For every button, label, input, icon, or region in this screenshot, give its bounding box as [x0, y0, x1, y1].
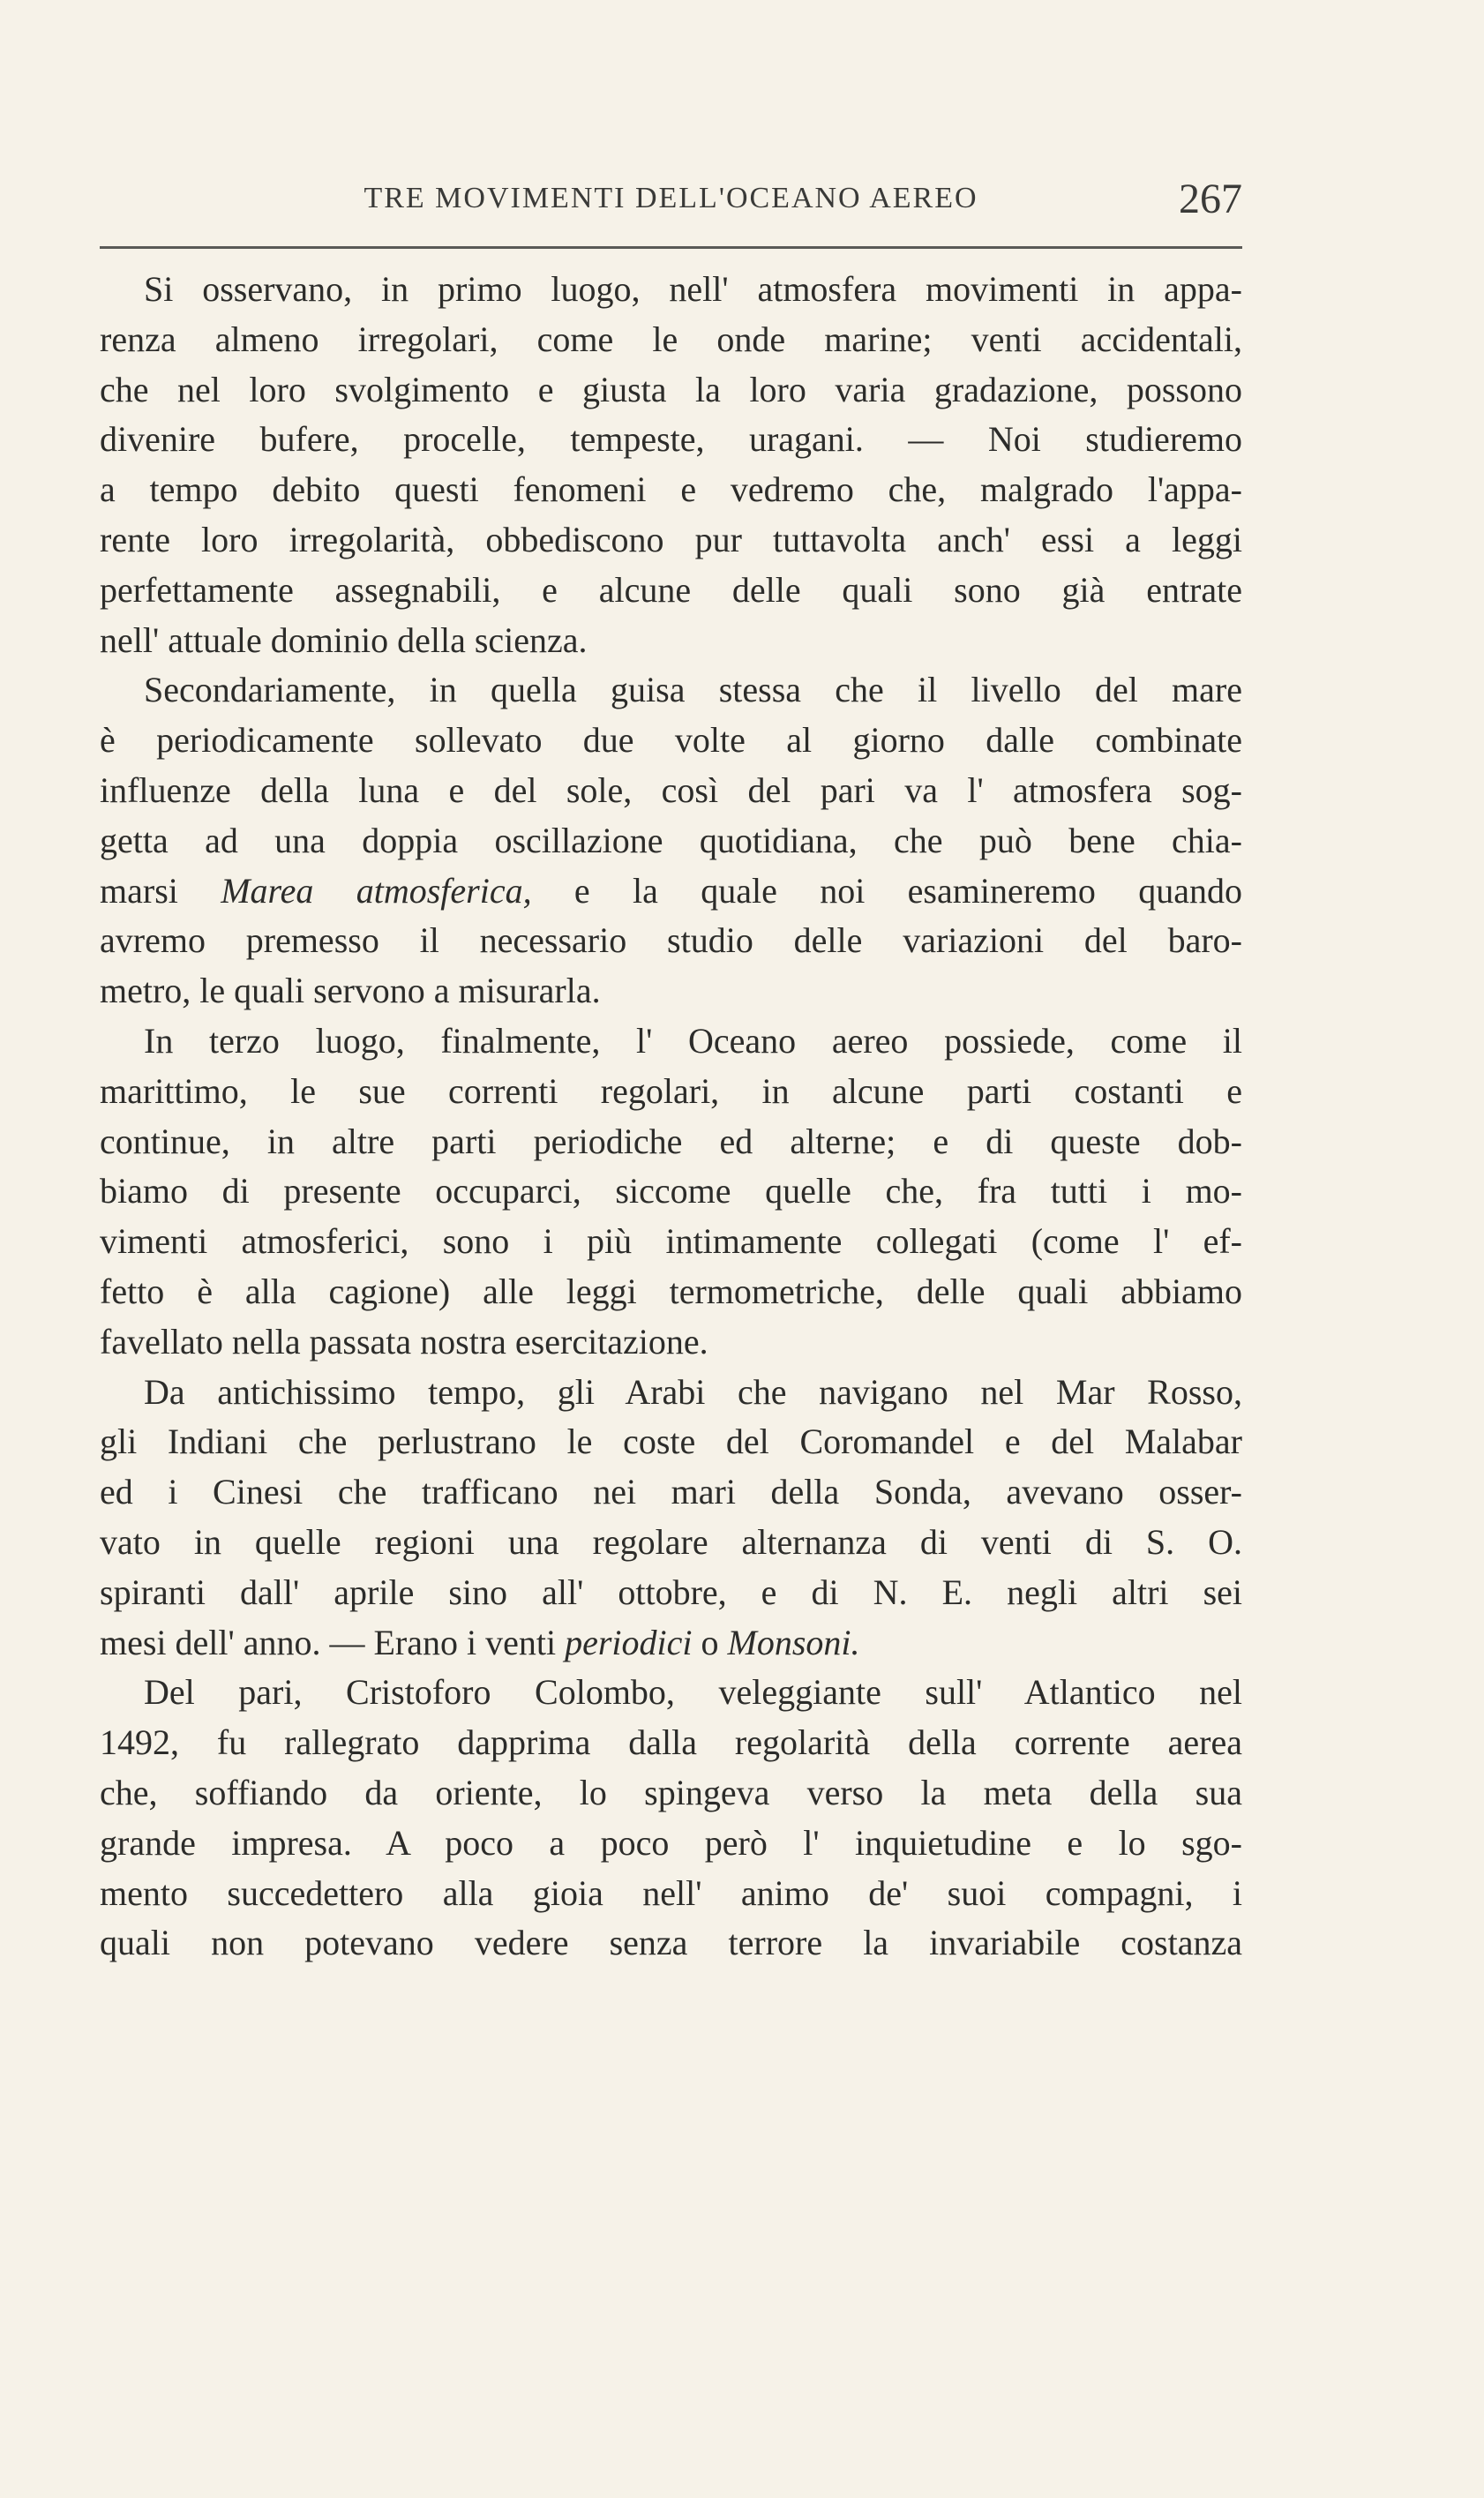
text-line: grande impresa. A poco a poco però l' inquietudine e lo sgo-: [100, 1822, 1242, 1863]
text-line: quali non potevano vedere senza terrore la invariabile costanza: [100, 1923, 1242, 1963]
italic-text: Marea atmosferica,: [221, 870, 532, 911]
text-line: rente loro irregolarità, obbediscono pur tuttavolta anch' essi a leggi: [100, 519, 1242, 559]
text-line: Da antichissimo tempo, gli Arabi che navigano nel Mar Rosso,: [144, 1371, 1242, 1412]
text-line: marittimo, le sue correnti regolari, in alcune parti costanti e: [100, 1070, 1242, 1111]
text-line: perfettamente assegnabili, e alcune delle quali sono già entrate: [100, 569, 1242, 610]
text-segment: o: [692, 1622, 728, 1662]
text-line: biamo di presente occuparci, siccome quelle che, fra tutti i mo-: [100, 1171, 1242, 1211]
text-line: mento succedettero alla gioia nell' animo de' suoi compagni, i: [100, 1872, 1242, 1913]
text-line: favellato nella passata nostra esercitazione.: [100, 1321, 708, 1362]
text-line: metro, le quali servono a misurarla.: [100, 971, 601, 1011]
body-text: [100, 265, 1242, 1969]
italic-text: Monsoni.: [727, 1622, 860, 1662]
text-line: Del pari, Cristoforo Colombo, veleggiante sull' Atlantico nel: [144, 1672, 1242, 1713]
text-line: nell' attuale dominio della scienza.: [100, 619, 588, 660]
text-line: divenire bufere, procelle, tempeste, uragani. — Noi studieremo: [100, 419, 1242, 460]
page-header: [100, 175, 1242, 228]
text-line: Secondariamente, in quella guisa stessa che il livello del mare: [144, 670, 1242, 710]
header-rule: [100, 246, 1242, 249]
text-line: vimenti atmosferici, sono i più intimamente collegati (come l' ef-: [100, 1221, 1242, 1262]
text-line: [100, 1618, 1242, 1669]
text-line: continue, in altre parti periodiche ed alterne; e di queste dob-: [100, 1121, 1242, 1161]
text-line: renza almeno irregolari, come le onde marine; venti accidentali,: [100, 319, 1242, 359]
text-line: gli Indiani che perlustrano le coste del Coromandel e del Malabar: [100, 1422, 1242, 1462]
text-line: che nel loro svolgimento e giusta la loro varia gradazione, possono: [100, 369, 1242, 409]
text-line: a tempo debito questi fenomeni e vedremo che, malgrado l'appa-: [100, 469, 1242, 510]
text-line: avremo premesso il necessario studio delle variazioni del baro-: [100, 920, 1242, 961]
text-segment: mesi dell' anno. — Erano i venti: [100, 1622, 566, 1662]
running-title: TRE MOVIMENTI DELL'OCEANO AEREO: [364, 182, 978, 214]
page-number: 267: [1179, 176, 1242, 222]
text-segment: e la quale noi esamineremo quando: [531, 870, 1242, 911]
text-line: 1492, fu rallegrato dapprima dalla regolarità della corrente aerea: [100, 1722, 1242, 1763]
italic-text: periodici: [565, 1622, 693, 1662]
text-line: spiranti dall' aprile sino all' ottobre, e di N. E. negli altri sei: [100, 1572, 1242, 1612]
text-line: che, soffiando da oriente, lo spingeva verso la meta della sua: [100, 1772, 1242, 1812]
text-line: In terzo luogo, finalmente, l' Oceano aereo possiede, come il: [144, 1020, 1242, 1061]
text-line: [100, 866, 1242, 917]
text-line: influenze della luna e del sole, così del pari va l' atmosfera sog-: [100, 769, 1242, 810]
text-line: fetto è alla cagione) alle leggi termometriche, delle quali abbiamo: [100, 1271, 1242, 1311]
text-line: getta ad una doppia oscillazione quotidiana, che può bene chia-: [100, 820, 1242, 860]
text-line: ed i Cinesi che trafficano nei mari della Sonda, avevano osser-: [100, 1472, 1242, 1512]
text-line: vato in quelle regioni una regolare alternanza di venti di S. O.: [100, 1521, 1242, 1562]
text-line: Si osservano, in primo luogo, nell' atmosfera movimenti in appa-: [144, 269, 1242, 309]
text-line: è periodicamente sollevato due volte al giorno dalle combinate: [100, 720, 1242, 761]
text-segment: marsi: [100, 870, 221, 911]
